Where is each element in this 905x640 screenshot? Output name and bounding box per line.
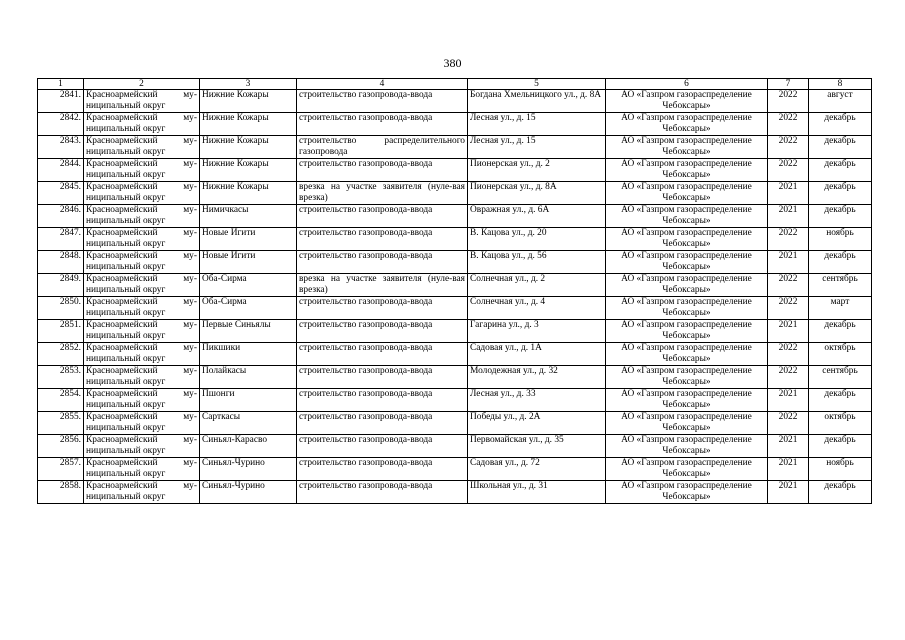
address-cell: Школьная ул., д. 31 (468, 481, 606, 504)
address-cell: Лесная ул., д. 33 (468, 389, 606, 412)
year-cell: 2022 (768, 412, 809, 435)
work-type-cell: строительство газопровода-ввода (297, 481, 468, 504)
month-cell: декабрь (809, 159, 872, 182)
address-cell: Лесная ул., д. 15 (468, 136, 606, 159)
year-cell: 2021 (768, 251, 809, 274)
table-row (38, 389, 872, 412)
table-row (38, 435, 872, 458)
row-number: 2843. (38, 136, 84, 159)
organization-cell: АО «Газпром газораспределение Чебоксары» (606, 320, 768, 343)
municipality-cell: Красноармейский му-ниципальный округ (84, 481, 200, 504)
locality-cell: Оба-Сирма (200, 297, 297, 320)
year-cell: 2022 (768, 297, 809, 320)
row-number: 2850. (38, 297, 84, 320)
year-cell: 2021 (768, 182, 809, 205)
organization-cell: АО «Газпром газораспределение Чебоксары» (606, 182, 768, 205)
work-type-cell: строительство газопровода-ввода (297, 343, 468, 366)
year-cell: 2021 (768, 481, 809, 504)
year-cell: 2022 (768, 366, 809, 389)
locality-cell: Нижние Кожары (200, 113, 297, 136)
organization-cell: АО «Газпром газораспределение Чебоксары» (606, 435, 768, 458)
work-type-cell: строительство распределительного газопровода (297, 136, 468, 159)
year-cell: 2022 (768, 136, 809, 159)
year-cell: 2022 (768, 274, 809, 297)
locality-cell: Синьял-Карасво (200, 435, 297, 458)
address-cell: Солнечная ул., д. 4 (468, 297, 606, 320)
gas-works-table (37, 78, 872, 504)
municipality-cell: Красноармейский му-ниципальный округ (84, 228, 200, 251)
locality-cell: Нижние Кожары (200, 159, 297, 182)
organization-cell: АО «Газпром газораспределение Чебоксары» (606, 297, 768, 320)
year-cell: 2022 (768, 90, 809, 113)
organization-cell: АО «Газпром газораспределение Чебоксары» (606, 412, 768, 435)
table-row (38, 205, 872, 228)
address-cell: Солнечная ул., д. 2 (468, 274, 606, 297)
row-number: 2854. (38, 389, 84, 412)
table-row (38, 274, 872, 297)
municipality-cell: Красноармейский му-ниципальный округ (84, 205, 200, 228)
work-type-cell: строительство газопровода-ввода (297, 159, 468, 182)
table-row (38, 320, 872, 343)
locality-cell: Пикшики (200, 343, 297, 366)
month-cell: март (809, 297, 872, 320)
municipality-cell: Красноармейский му-ниципальный округ (84, 389, 200, 412)
work-type-cell: строительство газопровода-ввода (297, 435, 468, 458)
organization-cell: АО «Газпром газораспределение Чебоксары» (606, 458, 768, 481)
organization-cell: АО «Газпром газораспределение Чебоксары» (606, 481, 768, 504)
month-cell: декабрь (809, 182, 872, 205)
municipality-cell: Красноармейский му-ниципальный округ (84, 251, 200, 274)
row-number: 2848. (38, 251, 84, 274)
address-cell: В. Кацова ул., д. 20 (468, 228, 606, 251)
organization-cell: АО «Газпром газораспределение Чебоксары» (606, 228, 768, 251)
year-cell: 2021 (768, 320, 809, 343)
organization-cell: АО «Газпром газораспределение Чебоксары» (606, 343, 768, 366)
locality-cell: Синьял-Чурино (200, 458, 297, 481)
column-number: 1 (38, 79, 84, 90)
month-cell: октябрь (809, 343, 872, 366)
organization-cell: АО «Газпром газораспределение Чебоксары» (606, 274, 768, 297)
municipality-cell: Красноармейский му-ниципальный округ (84, 412, 200, 435)
column-number: 2 (84, 79, 200, 90)
row-number: 2846. (38, 205, 84, 228)
locality-cell: Полайкасы (200, 366, 297, 389)
work-type-cell: строительство газопровода-ввода (297, 228, 468, 251)
column-number: 7 (768, 79, 809, 90)
locality-cell: Новые Игити (200, 228, 297, 251)
work-type-cell: строительство газопровода-ввода (297, 412, 468, 435)
table-row (38, 136, 872, 159)
municipality-cell: Красноармейский му-ниципальный округ (84, 159, 200, 182)
municipality-cell: Красноармейский му-ниципальный округ (84, 343, 200, 366)
table-row (38, 366, 872, 389)
locality-cell: Пшонги (200, 389, 297, 412)
address-cell: Богдана Хмельницкого ул., д. 8А (468, 90, 606, 113)
organization-cell: АО «Газпром газораспределение Чебоксары» (606, 366, 768, 389)
municipality-cell: Красноармейский му-ниципальный округ (84, 90, 200, 113)
municipality-cell: Красноармейский му-ниципальный округ (84, 458, 200, 481)
municipality-cell: Красноармейский му-ниципальный округ (84, 435, 200, 458)
address-cell: Пионерская ул., д. 2 (468, 159, 606, 182)
year-cell: 2022 (768, 228, 809, 251)
year-cell: 2021 (768, 205, 809, 228)
table-row (38, 458, 872, 481)
month-cell: декабрь (809, 113, 872, 136)
month-cell: декабрь (809, 320, 872, 343)
locality-cell: Оба-Сирма (200, 274, 297, 297)
locality-cell: Синьял-Чурино (200, 481, 297, 504)
month-cell: декабрь (809, 389, 872, 412)
work-type-cell: строительство газопровода-ввода (297, 297, 468, 320)
address-cell: Молодежная ул., д. 32 (468, 366, 606, 389)
month-cell: декабрь (809, 481, 872, 504)
work-type-cell: строительство газопровода-ввода (297, 90, 468, 113)
municipality-cell: Красноармейский му-ниципальный округ (84, 297, 200, 320)
year-cell: 2022 (768, 343, 809, 366)
work-type-cell: врезка на участке заявителя (нуле-вая врезка) (297, 182, 468, 205)
locality-cell: Нимичкасы (200, 205, 297, 228)
organization-cell: АО «Газпром газораспределение Чебоксары» (606, 205, 768, 228)
work-type-cell: строительство газопровода-ввода (297, 251, 468, 274)
column-number: 6 (606, 79, 768, 90)
address-cell: Лесная ул., д. 15 (468, 113, 606, 136)
work-type-cell: строительство газопровода-ввода (297, 320, 468, 343)
locality-cell: Новые Игити (200, 251, 297, 274)
locality-cell: Первые Синьялы (200, 320, 297, 343)
locality-cell: Нижние Кожары (200, 136, 297, 159)
year-cell: 2021 (768, 435, 809, 458)
column-number: 5 (468, 79, 606, 90)
locality-cell: Сарткасы (200, 412, 297, 435)
locality-cell: Нижние Кожары (200, 182, 297, 205)
row-number: 2847. (38, 228, 84, 251)
work-type-cell: строительство газопровода-ввода (297, 205, 468, 228)
row-number: 2857. (38, 458, 84, 481)
table-row (38, 343, 872, 366)
column-number: 8 (809, 79, 872, 90)
municipality-cell: Красноармейский му-ниципальный округ (84, 113, 200, 136)
table-row (38, 251, 872, 274)
column-number: 4 (297, 79, 468, 90)
row-number: 2851. (38, 320, 84, 343)
row-number: 2841. (38, 90, 84, 113)
address-cell: Садовая ул., д. 1А (468, 343, 606, 366)
locality-cell: Нижние Кожары (200, 90, 297, 113)
table-body (38, 90, 872, 504)
table-row (38, 297, 872, 320)
year-cell: 2021 (768, 458, 809, 481)
month-cell: ноябрь (809, 228, 872, 251)
column-number-row (38, 79, 872, 90)
municipality-cell: Красноармейский му-ниципальный округ (84, 274, 200, 297)
month-cell: декабрь (809, 251, 872, 274)
address-cell: Гагарина ул., д. 3 (468, 320, 606, 343)
row-number: 2842. (38, 113, 84, 136)
column-number: 3 (200, 79, 297, 90)
month-cell: сентябрь (809, 366, 872, 389)
address-cell: Пионерская ул., д. 8А (468, 182, 606, 205)
table-row (38, 412, 872, 435)
row-number: 2858. (38, 481, 84, 504)
work-type-cell: врезка на участке заявителя (нуле-вая врезка) (297, 274, 468, 297)
work-type-cell: строительство газопровода-ввода (297, 366, 468, 389)
row-number: 2852. (38, 343, 84, 366)
row-number: 2845. (38, 182, 84, 205)
organization-cell: АО «Газпром газораспределение Чебоксары» (606, 251, 768, 274)
organization-cell: АО «Газпром газораспределение Чебоксары» (606, 136, 768, 159)
organization-cell: АО «Газпром газораспределение Чебоксары» (606, 90, 768, 113)
table-row (38, 159, 872, 182)
municipality-cell: Красноармейский му-ниципальный округ (84, 320, 200, 343)
address-cell: В. Кацова ул., д. 56 (468, 251, 606, 274)
year-cell: 2022 (768, 113, 809, 136)
address-cell: Победы ул., д. 2А (468, 412, 606, 435)
row-number: 2856. (38, 435, 84, 458)
table-row (38, 481, 872, 504)
municipality-cell: Красноармейский му-ниципальный округ (84, 136, 200, 159)
row-number: 2844. (38, 159, 84, 182)
municipality-cell: Красноармейский му-ниципальный округ (84, 366, 200, 389)
work-type-cell: строительство газопровода-ввода (297, 458, 468, 481)
month-cell: декабрь (809, 136, 872, 159)
year-cell: 2021 (768, 389, 809, 412)
month-cell: октябрь (809, 412, 872, 435)
year-cell: 2022 (768, 159, 809, 182)
table-row (38, 228, 872, 251)
row-number: 2855. (38, 412, 84, 435)
address-cell: Садовая ул., д. 72 (468, 458, 606, 481)
work-type-cell: строительство газопровода-ввода (297, 389, 468, 412)
work-type-cell: строительство газопровода-ввода (297, 113, 468, 136)
table-row (38, 113, 872, 136)
organization-cell: АО «Газпром газораспределение Чебоксары» (606, 389, 768, 412)
page-number: 380 (443, 56, 462, 70)
month-cell: август (809, 90, 872, 113)
row-number: 2853. (38, 366, 84, 389)
row-number: 2849. (38, 274, 84, 297)
table-row (38, 90, 872, 113)
address-cell: Первомайская ул., д. 35 (468, 435, 606, 458)
organization-cell: АО «Газпром газораспределение Чебоксары» (606, 113, 768, 136)
organization-cell: АО «Газпром газораспределение Чебоксары» (606, 159, 768, 182)
table-row (38, 182, 872, 205)
municipality-cell: Красноармейский му-ниципальный округ (84, 182, 200, 205)
month-cell: декабрь (809, 205, 872, 228)
month-cell: сентябрь (809, 274, 872, 297)
month-cell: декабрь (809, 435, 872, 458)
month-cell: ноябрь (809, 458, 872, 481)
address-cell: Овражная ул., д. 6А (468, 205, 606, 228)
